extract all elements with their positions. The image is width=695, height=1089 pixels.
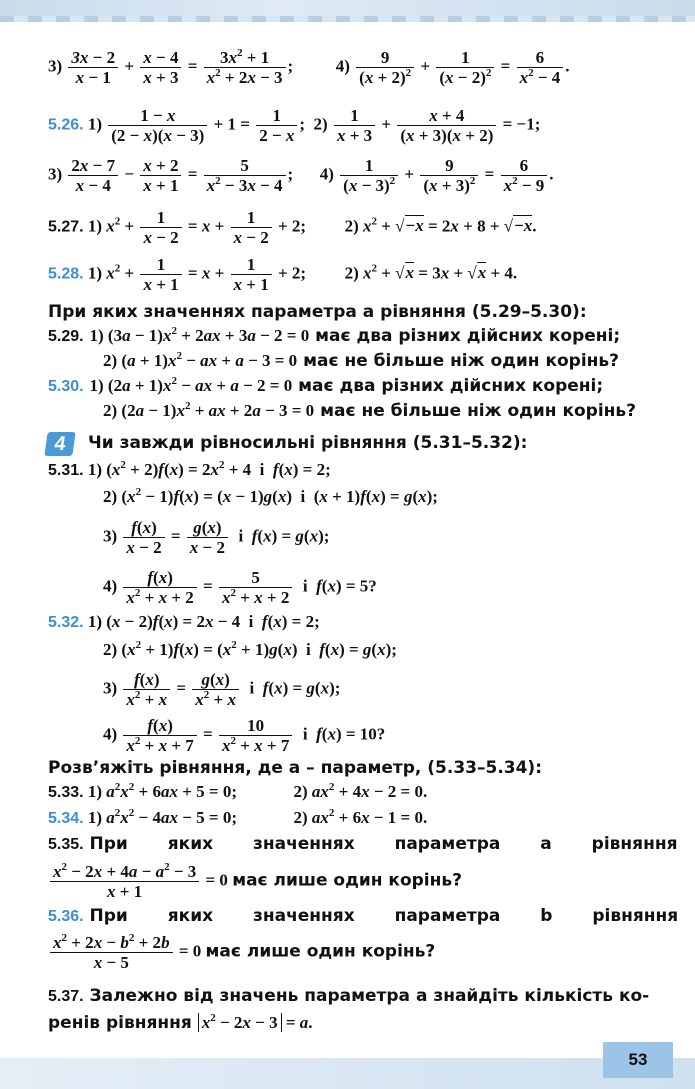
label-5-31: 5.31. [48, 462, 84, 479]
exercise-5-34: 5.34. 1) $a^2x^2 - 4ax - 5 = 0$; 2) $ax^2 + 6x - 1 = 0$. [48, 807, 428, 827]
top-decor-band [0, 0, 695, 22]
has-two-distinct-text: має два різних дійсних корені; [315, 326, 621, 346]
p536-tail: має лише один корінь? [205, 941, 436, 962]
question-solve: Розв’яжіть рівняння, де a – параметр, (5.33–5.34): [48, 758, 543, 778]
bottom-decor-band [0, 1058, 695, 1089]
p537-line1: Залежно від значень параметра a знайдіть кількість ко- [89, 986, 650, 1006]
label-5-37: 5.37. [48, 988, 84, 1005]
exercise-5-37-line1 [48, 986, 649, 1007]
exercise-5-25-3-4: 3) $\frac{3x - 2}{x - 1}$ + $\frac{x - 4}{x + 3}$ = $\frac{3x^2 + 1}{x^2 + 2x - 3}$ ; 4) $\frac{9}{(x + 2)^2}$ + $\frac{1}{(x - 2)^2}$ = $\frac{6}{x^2 - 4}$ . [48, 47, 570, 87]
exercise-5-26-3-4: 3) $\frac{2x - 7}{x - 4}$ − $\frac{x + 2}{x + 1}$ = $\frac{5}{x^2 - 3x - 4}$ ; 4) $\frac{1}{(x - 3)^2}$ + $\frac{9}{(x + 3)^2}$ = $\frac{6}{x^2 - 9}$ . [48, 156, 554, 195]
exercise-5-32-1: 5.32. 1) (x − 2)f(x) = 2x − 4 і f(x) = 2; [48, 612, 320, 631]
p537-line2: ренів рівняння [48, 1013, 192, 1033]
exercise-5-28: 5.28. 1) $x^2$ + $\frac{1}{x + 1}$ = x + $\frac{1}{x + 1}$ + 2; 2) $x^2 + √x = 3x + √x + 4$. [48, 255, 518, 294]
exercise-5-27: 5.27. 1) $x^2$ + $\frac{1}{x - 2}$ = x + $\frac{1}{x - 2}$ + 2; 2) $x^2 + √-x = 2x + 8 + √-x$. [48, 208, 537, 247]
exercise-5-29-1: 5.29. 1) $(3a - 1)x^2 + 2ax + 3a - 2 = 0$ має два різних дійсних корені; [48, 325, 621, 346]
exercise-5-31-3: 3) $\frac{f(x)}{x - 2}$ = $\frac{g(x)}{x - 2}$ і f(x) = g(x); [103, 518, 330, 557]
exercise-5-30-1: 5.30. 1) $(2a + 1)x^2$ − ax + a − 2 = 0 має два різних дійсних корені; [48, 375, 604, 396]
exercise-5-26-1-2: 5.26. 1) $\frac{1 - x}{(2 - x)(x - 3)}$ + 1 = $\frac{1}{2 - x}$ ; 2) $\frac{1}{x + 3}$ + $\frac{x + 4}{(x + 3)(x + 2)}$ = −1; [48, 106, 541, 145]
p536-text: При яких значеннях параметра b рівняння [89, 906, 679, 926]
exercise-5-35-eq: $\frac{x^2 - 2x + 4a - a^2 - 3}{x + 1}$ = 0 має лише один корінь? [48, 862, 462, 901]
label-5-36: 5.36. [48, 908, 84, 925]
exercise-5-36-eq: $\frac{x^2 + 2x - b^2 + 2b}{x - 5}$ = 0 має лише один корінь? [48, 933, 435, 972]
label-5-26: 5.26. [48, 116, 84, 134]
page-number: 53 [603, 1042, 673, 1078]
has-two-distinct-text: має два різних дійсних корені; [298, 376, 604, 396]
at-most-one-text: має не більше ніж один корінь? [320, 401, 637, 421]
label-5-32: 5.32. [48, 614, 84, 631]
label-5-34: 5.34. [48, 810, 84, 827]
label-5-28: 5.28. [48, 265, 84, 283]
exercise-5-37-line2: ренів рівняння $x^2 - 2x - 3 = a$. [48, 1012, 313, 1033]
exercise-5-30-2: 2) $(2a - 1)x^2$ + ax + 2a − 3 = 0 має не більше ніж один корінь? [103, 400, 637, 421]
exercise-5-36-text [48, 906, 678, 927]
p535-tail: має лише один корінь? [232, 870, 462, 891]
p535-text: При яких значеннях параметра a рівняння [89, 834, 678, 854]
exercise-5-32-2: 2) $(x^2 + 1)f(x) = (x^2 + 1)g(x)$ і f(x) = g(x); [103, 639, 397, 659]
exercise-5-31-4: 4) $\frac{f(x)}{x^2 + x + 2}$ = $\frac{5}{x^2 + x + 2}$ і f(x) = 5? [103, 568, 377, 607]
label-5-35: 5.35. [48, 836, 84, 853]
exercise-5-31-2: 2) $(x^2 - 1)f(x) = (x - 1)g(x)$ і (x + 1)f(x) = g(x); [103, 486, 438, 506]
exercise-5-33: 5.33. 1) $a^2x^2 + 6ax + 5 = 0$; 2) $ax^2 + 4x - 2 = 0$. [48, 781, 428, 801]
exercise-5-32-3: 3) $\frac{f(x)}{x^2 + x}$ = $\frac{g(x)}{x^2 + x}$ і f(x) = g(x); [103, 670, 341, 709]
exercise-5-31-1: 5.31. 1) $(x^2 + 2)f(x) = 2x^2 + 4$ і f(x) = 2; [48, 459, 331, 479]
label-5-27: 5.27. [48, 218, 84, 236]
question-equivalence: Чи завжди рівносильні рівняння (5.31–5.32): [88, 433, 528, 453]
exercise-5-32-4: 4) $\frac{f(x)}{x^2 + x + 7}$ = $\frac{10}{x^2 + x + 7}$ і f(x) = 10? [103, 716, 386, 755]
at-most-one-text: має не більше ніж один корінь? [303, 351, 620, 371]
label-5-30: 5.30. [48, 378, 84, 395]
question-param-a: При яких значеннях параметра a рівняння (5.29–5.30): [48, 302, 587, 322]
label-5-33: 5.33. [48, 784, 84, 801]
level-badge: 4 [44, 432, 75, 456]
exercise-5-29-2: 2) $(a + 1)x^2$ − ax + a − 3 = 0 має не більше ніж один корінь? [103, 350, 620, 371]
label-5-29: 5.29. [48, 328, 84, 345]
exercise-5-35-text [48, 834, 678, 855]
